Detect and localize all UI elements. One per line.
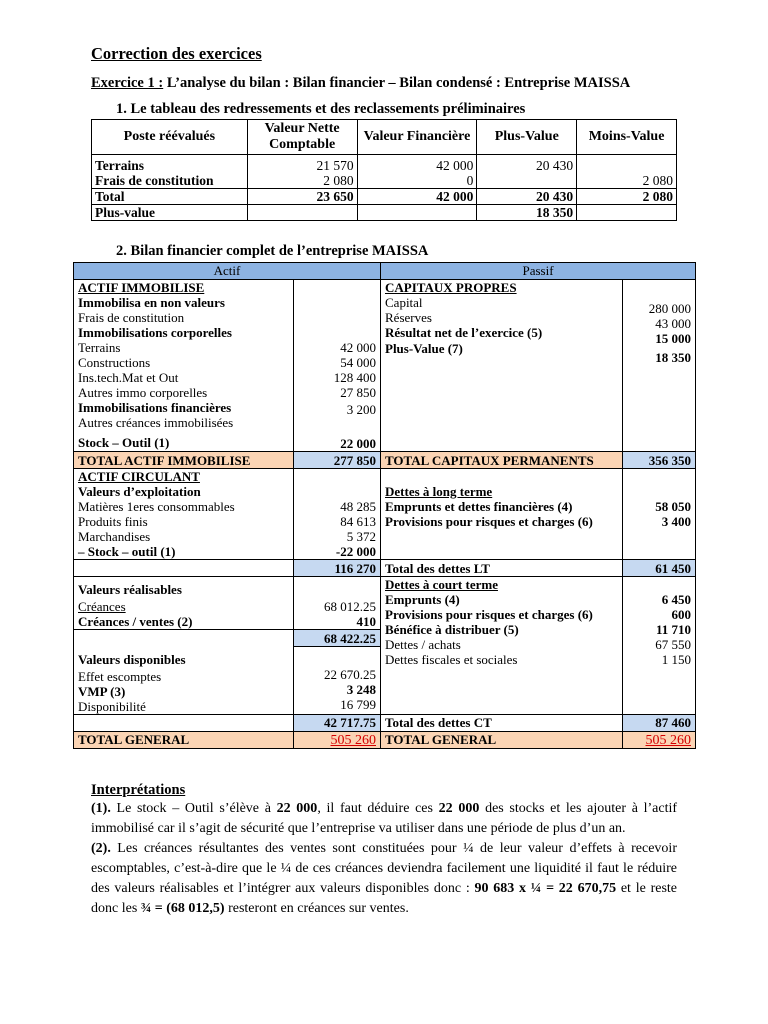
amount: 22 000: [438, 801, 480, 816]
list-item: Marchandises: [78, 529, 151, 544]
list-value: 42 000: [340, 340, 376, 355]
list-value: 600: [671, 607, 691, 622]
exploitation-values: [294, 469, 381, 560]
list-value: 3 248: [346, 681, 376, 697]
list-item: Créances / ventes (2): [78, 614, 193, 629]
table-header-row: [92, 120, 677, 155]
realisables-subtotal: 68 422.25: [294, 630, 381, 647]
total-actif-immo-label: TOTAL ACTIF IMMOBILISE: [74, 452, 294, 469]
table-cell: [577, 155, 677, 174]
list-value: 15 000: [655, 331, 691, 346]
list-item: Bénéfice à distribuer (5): [385, 622, 519, 637]
spacer: [627, 469, 691, 499]
col-header: Valeur Financière: [357, 120, 477, 155]
table-cell: 20 430: [477, 189, 577, 205]
bilan-financier-table: [73, 262, 696, 749]
interpretations-title: Interprétations: [91, 782, 186, 798]
col-header: Moins-Value: [577, 120, 677, 155]
capitaux-title: CAPITAUX PROPRES: [385, 280, 517, 295]
capitaux-values: [623, 280, 696, 452]
list-value: 58 050: [655, 499, 691, 514]
interpretation-2: [91, 839, 677, 919]
table-row: [92, 173, 677, 189]
list-item: Terrains: [78, 340, 121, 355]
list-item: Autres immo corporelles: [78, 385, 208, 400]
list-item: Emprunts et dettes financières (4): [385, 499, 573, 514]
dettes-ct-values: [623, 577, 696, 715]
actif-immo-title: ACTIF IMMOBILISE: [78, 280, 205, 295]
list-value: 22 670.25: [324, 666, 376, 682]
interpretations: [91, 782, 677, 919]
total-actif-immo-value: 277 850: [294, 452, 381, 469]
dettes-ct-title: Dettes à court terme: [385, 577, 498, 592]
list-item: Immobilisations corporelles: [78, 325, 232, 340]
list-value: 6 450: [661, 592, 691, 607]
table-cell: [247, 205, 357, 221]
table-cell: 21 570: [247, 155, 357, 174]
exercise-text: L’analyse du bilan : Bilan financier – Bilan condensé : Entreprise MAISSA: [163, 75, 631, 91]
list-value: 410: [356, 614, 376, 629]
list-value: 18 350: [655, 350, 691, 365]
spacer: [298, 417, 376, 430]
table-cell: 20 430: [477, 155, 577, 174]
list-item: Immobilisations financières: [78, 400, 232, 415]
list-item: Frais de constitution: [78, 310, 185, 325]
list-item: Immobilisa en non valeurs: [78, 295, 225, 310]
list-value: 48 285: [340, 499, 376, 514]
list-item: Disponibilité: [78, 698, 146, 714]
empty-cell: [74, 714, 294, 731]
text: des stocks et les ajouter à l’actif immobilisé car il s’agit de sécurité que l’entreprise va utiliser dans une période de plus d’un an.: [91, 801, 678, 836]
total-capitaux-value: 356 350: [623, 452, 696, 469]
list-value: 3 400: [661, 514, 691, 529]
table-cell: 0: [357, 173, 477, 189]
disponibles-title: Valeurs disponibles: [78, 651, 186, 667]
list-item: – Stock – outil (1): [78, 544, 176, 559]
list-item: Provisions pour risques et charges (6): [385, 607, 593, 622]
list-value: 280 000: [648, 301, 691, 316]
spacer: [298, 469, 376, 499]
list-item: Dettes / achats: [385, 637, 461, 652]
list-value: 54 000: [340, 355, 376, 370]
table-cell: 2 080: [577, 173, 677, 189]
spacer: [627, 577, 691, 592]
total-general-passif-cell: [623, 731, 696, 748]
list-item: Effet escomptes: [78, 668, 162, 684]
list-item: Capital: [385, 295, 423, 310]
text: resteront en créances sur ventes.: [224, 901, 409, 916]
table-cell: 2 080: [247, 173, 357, 189]
list-value: 22 000: [340, 436, 376, 451]
list-item: Résultat net de l’exercice (5): [385, 325, 543, 340]
table-cell: Terrains: [92, 155, 248, 174]
exploitation-labels: [74, 469, 294, 560]
redressements-table: [91, 119, 677, 221]
total-dettes-lt-label: Total des dettes LT: [381, 560, 623, 577]
section2-heading: 2. Bilan financier complet de l’entreprise MAISSA: [116, 243, 429, 259]
table-cell: Frais de constitution: [92, 173, 248, 189]
realisables-values: [294, 577, 381, 630]
spacer: [385, 469, 618, 484]
actif-immo-labels: [74, 280, 294, 452]
total-dettes-ct-label: Total des dettes CT: [381, 714, 623, 731]
actif-header: Actif: [74, 263, 381, 280]
bilan-block-realisables: [74, 577, 696, 630]
list-item: Provisions pour risques et charges (6): [385, 514, 593, 529]
list-item: Autres créances immobilisées: [78, 415, 234, 430]
exercise-label: Exercice 1 :: [91, 75, 164, 91]
spacer: [627, 280, 691, 301]
subtotal-row-exploitation: [74, 560, 696, 577]
list-value: 67 550: [655, 637, 691, 652]
table-cell: 2 080: [577, 189, 677, 205]
table-cell: Plus-value: [92, 205, 248, 221]
list-value: 11 710: [655, 622, 691, 637]
interpretation-1: [91, 799, 677, 839]
note-number: (2).: [91, 841, 111, 856]
note-number: (1).: [91, 801, 111, 816]
subtotal-row-disponibles: [74, 714, 696, 731]
list-item: Produits finis: [78, 514, 148, 529]
dettes-lt-labels: [381, 469, 623, 560]
dettes-lt-title: Dettes à long terme: [385, 484, 493, 499]
list-item: VMP (3): [78, 683, 126, 699]
total-dettes-ct-value: 87 460: [623, 714, 696, 731]
list-value: 84 613: [340, 514, 376, 529]
text: et le reste donc les: [91, 881, 677, 916]
disponibles-values: [294, 647, 381, 714]
list-item: Matières 1eres consommables: [78, 499, 235, 514]
table-row: [92, 205, 677, 221]
table-cell: 23 650: [247, 189, 357, 205]
dettes-lt-values: [623, 469, 696, 560]
realisables-labels: [74, 577, 294, 630]
dettes-ct-labels: [381, 577, 623, 715]
table-cell: 18 350: [477, 205, 577, 221]
bilan-header-row: [74, 263, 696, 280]
actif-circ-title: ACTIF CIRCULANT: [78, 469, 200, 484]
list-value: 128 400: [333, 370, 376, 385]
amount: ¾ = (68 012,5): [140, 901, 225, 916]
list-value: 43 000: [655, 316, 691, 331]
list-value: -22 000: [335, 544, 376, 559]
total-general-actif-value: 505 260: [330, 732, 376, 748]
table-row: [92, 155, 677, 174]
list-item: Plus-Value (7): [385, 341, 463, 356]
col-header: Poste réévalués: [92, 120, 248, 155]
list-value: 68 012.25: [324, 599, 376, 614]
total-capitaux-label: TOTAL CAPITAUX PERMANENTS: [381, 452, 623, 469]
table-cell: Total: [92, 189, 248, 205]
table-cell: [357, 205, 477, 221]
list-value: 5 372: [346, 529, 376, 544]
table-cell: [477, 173, 577, 189]
total-general-actif-label: TOTAL GENERAL: [74, 731, 294, 748]
passif-header: Passif: [381, 263, 696, 280]
list-item: Stock – Outil (1): [78, 435, 170, 450]
total-general-actif-cell: [294, 731, 381, 748]
exploitation-subtotal: 116 270: [294, 560, 381, 577]
bilan-block-exploitation: [74, 469, 696, 560]
total-dettes-lt-value: 61 450: [623, 560, 696, 577]
list-item: Ins.tech.Mat et Out: [78, 370, 179, 385]
section1-heading: 1. Le tableau des redressements et des reclassements préliminaires: [116, 101, 526, 117]
empty-cell: [74, 630, 294, 647]
table-cell: [577, 205, 677, 221]
total-row-immobilise: [74, 452, 696, 469]
col-header: Plus-Value: [477, 120, 577, 155]
col-header: Valeur Nette Comptable: [247, 120, 357, 155]
page-title: Correction des exercices: [91, 44, 262, 63]
list-item: Créances: [78, 599, 126, 614]
exercise-heading: [91, 75, 630, 92]
table-cell: 42 000: [357, 155, 477, 174]
text: Le stock – Outil s’élève à: [110, 801, 277, 816]
realisables-title: Valeurs réalisables: [78, 582, 182, 597]
table-cell: 42 000: [357, 189, 477, 205]
table-row: [92, 189, 677, 205]
text: Les créances résultantes des ventes sont constituées pour ¼ de leur valeur d’effets à recevoir escomptables, c’est-à-dire que le ¼ de ces créances deviendra facilement une liquidité il faut le réduire des valeurs réalisables et l’intégrer aux valeurs disponibles donc :: [91, 841, 677, 896]
empty-cell: [74, 560, 294, 577]
capitaux-labels: [381, 280, 623, 452]
total-general-row: [74, 731, 696, 748]
total-general-passif-value: 505 260: [645, 732, 691, 748]
disponibles-subtotal: 42 717.75: [294, 714, 381, 731]
amount: 22 000: [276, 801, 318, 816]
amount: 90 683 x ¼ = 22 670,75: [474, 881, 617, 896]
list-item: Emprunts (4): [385, 592, 460, 607]
spacer: [298, 280, 376, 340]
list-value: 1 150: [661, 652, 691, 667]
list-value: 3 200: [346, 402, 376, 417]
list-value: 27 850: [340, 385, 376, 400]
list-item: Réserves: [385, 310, 432, 325]
list-item: Dettes fiscales et sociales: [385, 652, 518, 667]
exploitation-title: Valeurs d’exploitation: [78, 484, 201, 499]
bilan-block-immobilise: [74, 280, 696, 452]
disponibles-labels: [74, 647, 294, 714]
text: , il faut déduire ces: [317, 801, 439, 816]
list-item: Constructions: [78, 355, 151, 370]
total-general-passif-label: TOTAL GENERAL: [381, 731, 623, 748]
actif-immo-values: [294, 280, 381, 452]
list-value: 16 799: [340, 696, 376, 712]
